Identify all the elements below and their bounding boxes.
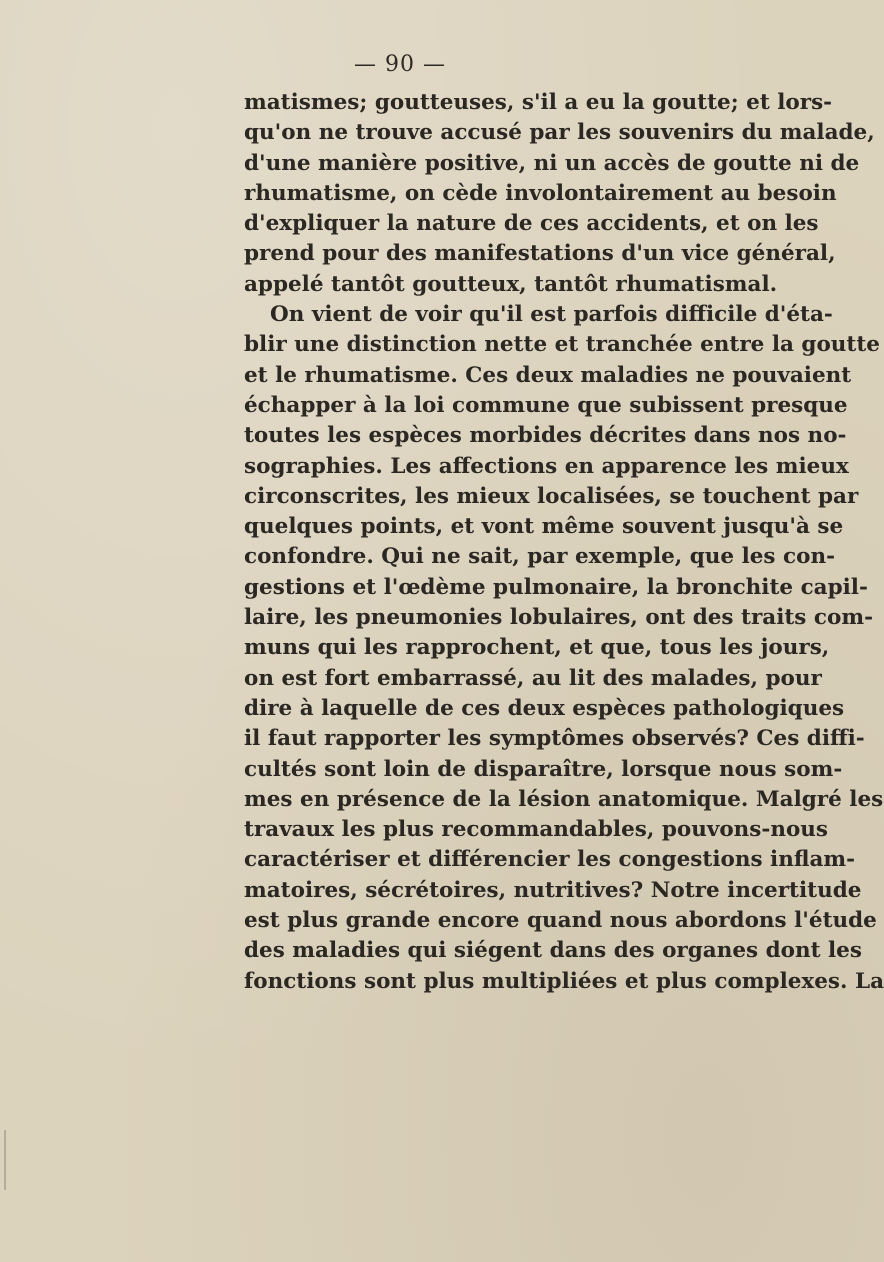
text-line: appelé tantôt goutteux, tantôt rhumatismal. bbox=[244, 271, 778, 297]
text-line: il faut rapporter les symptômes observés? Ces diffi- bbox=[244, 726, 865, 752]
text-line: muns qui les rapprochent, et que, tous les jours, bbox=[244, 635, 830, 661]
text-line: prend pour des manifestations d'un vice général, bbox=[244, 241, 836, 267]
text-line: laire, les pneumonies lobulaires, ont des traits com- bbox=[244, 605, 874, 631]
text-line: d'une manière positive, ni un accès de goutte ni de bbox=[244, 150, 860, 176]
text-line: cultés sont loin de disparaître, lorsque nous som- bbox=[244, 756, 843, 782]
text-line: des maladies qui siégent dans des organes dont les bbox=[244, 938, 862, 964]
text-line: toutes les espèces morbides décrites dans nos no- bbox=[244, 423, 847, 449]
page-edge-shadow bbox=[4, 1130, 6, 1190]
page-number: — 90 — bbox=[354, 52, 446, 77]
text-line: on est fort embarrassé, au lit des malades, pour bbox=[244, 665, 822, 691]
body-text bbox=[244, 88, 884, 997]
text-line: et le rhumatisme. Ces deux maladies ne pouvaient bbox=[244, 362, 852, 388]
text-line: travaux les plus recommandables, pouvons-nous bbox=[244, 817, 829, 843]
text-line: matismes; goutteuses, s'il a eu la goutte; et lors- bbox=[244, 90, 833, 115]
text-line: qu'on ne trouve accusé par les souvenirs du malade, bbox=[244, 120, 875, 146]
text-line: confondre. Qui ne sait, par exemple, que les con- bbox=[244, 544, 836, 570]
text-line: rhumatisme, on cède involontairement au besoin bbox=[244, 180, 837, 206]
text-line: blir une distinction nette et tranchée entre la goutte bbox=[244, 332, 880, 358]
text-line: est plus grande encore quand nous abordons l'étude bbox=[244, 908, 877, 934]
paragraph-start-line: On vient de voir qu'il est parfois difficile d'éta- bbox=[270, 302, 833, 328]
text-line: circonscrites, les mieux localisées, se touchent par bbox=[244, 483, 859, 509]
text-line: échapper à la loi commune que subissent presque bbox=[244, 392, 848, 418]
text-line: dire à laquelle de ces deux espèces pathologiques bbox=[244, 695, 845, 721]
text-line: matoires, sécrétoires, nutritives? Notre incertitude bbox=[244, 877, 862, 903]
text-line: fonctions sont plus multipliées et plus complexes. La bbox=[244, 968, 884, 994]
text-line: caractériser et différencier les congestions inflam- bbox=[244, 847, 856, 873]
text-line: sographies. Les affections en apparence les mieux bbox=[244, 453, 849, 479]
text-line: mes en présence de la lésion anatomique. Malgré les bbox=[244, 786, 884, 812]
text-line: quelques points, et vont même souvent jusqu'à se bbox=[244, 514, 844, 540]
text-line: gestions et l'œdème pulmonaire, la bronchite capil- bbox=[244, 574, 868, 600]
text-line: d'expliquer la nature de ces accidents, et on les bbox=[244, 211, 819, 237]
